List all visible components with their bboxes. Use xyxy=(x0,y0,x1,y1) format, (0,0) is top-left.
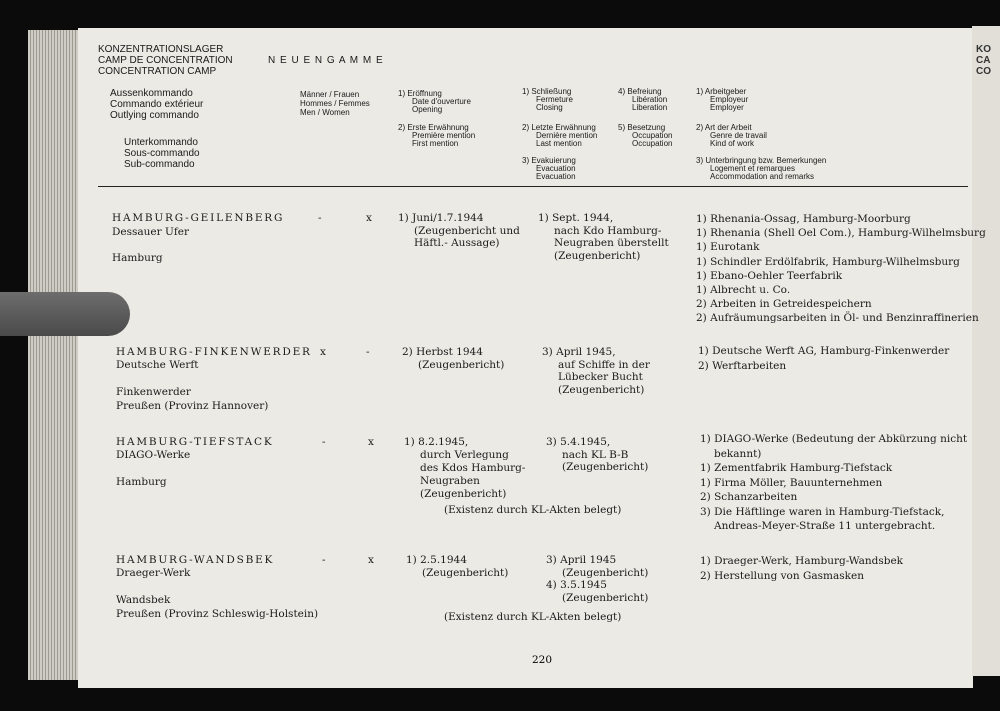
accommodation-heading: 3) Unterbringung bzw. Bemerkungen Logement et remarques Accommodation and remarks xyxy=(696,156,827,181)
women-mark: - xyxy=(366,346,370,358)
outlying-commando-heading: Aussenkommando Commando extérieur Outlying commando xyxy=(110,88,204,121)
closing-cell: 1) Sept. 1944, nach Kdo Hamburg- Neugraben überstellt (Zeugenbericht) xyxy=(538,212,669,262)
header-rule xyxy=(98,186,968,187)
page-number: 220 xyxy=(532,654,553,666)
camp-label: KONZENTRATIONSLAGER CAMP DE CONCENTRATION CONCENTRATION CAMP xyxy=(98,44,233,77)
entry-name: HAMBURG-WANDSBEK xyxy=(116,554,275,566)
men-mark: x xyxy=(320,346,326,358)
first-mention-heading: 2) Erste Erwähnung Première mention First mention xyxy=(398,123,476,148)
entry-name: HAMBURG-FINKENWERDER xyxy=(116,346,312,358)
women-mark: x xyxy=(368,436,374,448)
women-mark: x xyxy=(368,554,374,566)
bookmark-tab xyxy=(0,292,130,336)
entry-place: Deutsche Werft Finkenwerder Preußen (Provinz Hannover) xyxy=(116,359,269,412)
closing-heading: 1) Schließung Fermeture Closing xyxy=(522,87,573,112)
opening-cell: 1) 2.5.1944 (Zeugenbericht) xyxy=(406,554,509,579)
closing-cell: 3) April 1945 (Zeugenbericht) 4) 3.5.1945 (Zeugenbericht) xyxy=(546,554,649,604)
last-mention-heading: 2) Letzte Erwähnung Dernière mention Last mention xyxy=(522,123,598,148)
existence-note: (Existenz durch KL-Akten belegt) xyxy=(444,504,622,516)
work-cell: 1) Draeger-Werk, Hamburg-Wandsbek 2) Herstellung von Gasmasken xyxy=(700,555,904,582)
entry-place: Draeger-Werk Wandsbek Preußen (Provinz Schleswig-Holstein) xyxy=(116,567,319,620)
men-mark: - xyxy=(322,554,326,566)
entry-name: HAMBURG-GEILENBERG xyxy=(112,212,285,224)
entry-place: Dessauer Ufer Hamburg xyxy=(112,226,189,264)
opening-heading: 1) Eröffnung Date d'ouverture Opening xyxy=(398,89,471,114)
entry-place: DIAGO-Werke Hamburg xyxy=(116,449,191,488)
camp-name: N E U E N G A M M E xyxy=(268,55,384,66)
liberation-heading: 4) Befreiung Libération Liberation xyxy=(618,87,668,112)
existence-note: (Existenz durch KL-Akten belegt) xyxy=(444,611,622,623)
work-type-heading: 2) Art der Arbeit Genre de travail Kind of work xyxy=(696,123,767,148)
work-cell: 1) Deutsche Werft AG, Hamburg-Finkenwerder 2) Werftarbeiten xyxy=(698,345,950,372)
employer-heading: 1) Arbeitgeber Employeur Employer xyxy=(696,87,749,112)
closing-cell: 3) 5.4.1945, nach KL B-B (Zeugenbericht) xyxy=(546,436,649,473)
work-cell: 1) Rhenania-Ossag, Hamburg-Moorburg 1) Rhenania (Shell Oel Com.), Hamburg-Wilhelmsburg 1) Eurotank 1) Schindler Erdölfabrik, Hamburg-Wilhelmsburg 1) Ebano-Oehler Teerfabrik 1) Albrecht u. Co. 2) Arbeiten in Getreidespeichern 2) Aufräumungsarbeiten in Öl- und Benzinraffinerien xyxy=(696,213,986,325)
occupation-heading: 5) Besetzung Occupation Occupation xyxy=(618,123,673,148)
evacuation-heading: 3) Evakuierung Evacuation Evacuation xyxy=(522,156,576,181)
closing-cell: 3) April 1945, auf Schiffe in der Lübecker Bucht (Zeugenbericht) xyxy=(542,346,650,396)
entry-name: HAMBURG-TIEFSTACK xyxy=(116,436,274,448)
men-mark: - xyxy=(322,436,326,448)
women-mark: x xyxy=(366,212,372,224)
page-edges xyxy=(28,30,80,680)
opening-cell: 2) Herbst 1944 (Zeugenbericht) xyxy=(402,346,505,371)
opening-cell: 1) 8.2.1945, durch Verlegung des Kdos Hamburg- Neugraben (Zeugenbericht) xyxy=(404,436,526,500)
sub-commando-heading: Unterkommando Sous-commando Sub-commando xyxy=(124,137,200,170)
next-page-edge: KO CA CO xyxy=(972,26,1000,676)
men-mark: - xyxy=(318,212,322,224)
opening-cell: 1) Juni/1.7.1944 (Zeugenbericht und Häftl.- Aussage) xyxy=(398,212,520,249)
work-cell: 1) DIAGO-Werke (Bedeutung der Abkürzung nicht bekannt) 1) Zementfabrik Hamburg-Tiefstack 1) Firma Möller, Bauunternehmen 2) Schanzarbeiten 3) Die Häftlinge waren in Hamburg-Tiefstack, Andreas-Meyer-Straße 11 untergebracht. xyxy=(700,433,968,532)
gender-heading: Männer / Frauen Hommes / Femmes Men / Women xyxy=(300,90,370,117)
